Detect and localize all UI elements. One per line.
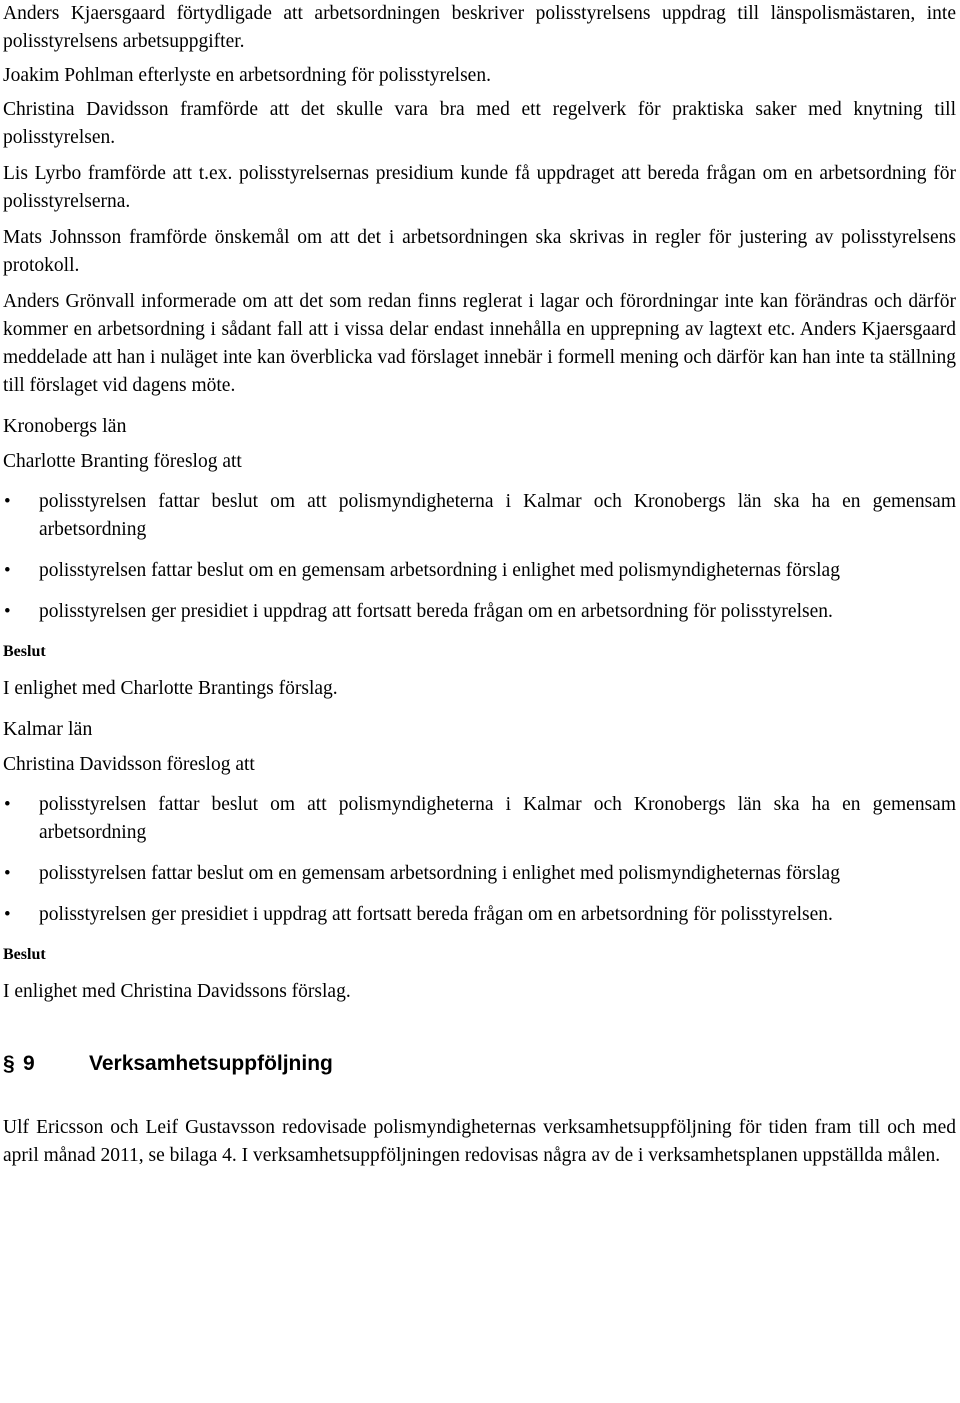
list-item — [3, 557, 956, 585]
section-number: 9 — [23, 1052, 35, 1075]
paragraph: Ulf Ericsson och Leif Gustavsson redovisade polismyndigheternas verksamhetsuppföljning för tiden fram till och med april månad 2011, se bilaga 4. I verksamhetsuppföljningen redovisas några av de i verksamhetsplanen uppställda målen. — [3, 1117, 956, 1166]
subsection-heading: Kalmar län — [3, 718, 93, 740]
section-heading — [3, 1050, 956, 1078]
subsection-heading: Kronobergs län — [3, 415, 127, 437]
document-page — [3, 0, 956, 1170]
bullet-icon: • — [4, 794, 11, 815]
section-9 — [3, 1050, 956, 1170]
list-item — [3, 791, 956, 847]
paragraph: Joakim Pohlman efterlyste en arbetsordning för polisstyrelsen. — [3, 65, 491, 86]
kronoberg-section — [3, 412, 956, 703]
list-item — [3, 488, 956, 544]
proposer-line: Christina Davidsson föreslog att — [3, 754, 255, 775]
paragraph: Mats Johnsson framförde önskemål om att det i arbetsordningen ska skrivas in regler för justering av polisstyrelsens protokoll. — [3, 227, 956, 276]
paragraph: Lis Lyrbo framförde att t.ex. polisstyrelsernas presidium kunde få uppdraget att bereda frågan om en arbetsordning för polisstyrelserna. — [3, 163, 956, 212]
bullet-icon: • — [4, 863, 11, 884]
proposal-list — [3, 488, 956, 626]
decision-label: Beslut — [3, 643, 46, 660]
list-item-text: polisstyrelsen fattar beslut om att polismyndigheterna i Kalmar och Kronobergs län ska ha en gemensam arbetsordning — [39, 794, 956, 843]
list-item — [3, 901, 956, 929]
bullet-icon: • — [4, 601, 11, 622]
list-item-text: polisstyrelsen ger presidiet i uppdrag att fortsatt bereda frågan om en arbetsordning för polisstyrelsen. — [39, 601, 833, 622]
kalmar-section — [3, 715, 956, 1006]
list-item — [3, 860, 956, 888]
proposer-line: Charlotte Branting föreslog att — [3, 451, 242, 472]
list-item-text: polisstyrelsen fattar beslut om att polismyndigheterna i Kalmar och Kronobergs län ska ha en gemensam arbetsordning — [39, 491, 956, 540]
decision-text: I enlighet med Christina Davidssons förslag. — [3, 981, 351, 1002]
paragraph: Anders Kjaersgaard förtydligade att arbetsordningen beskriver polisstyrelsens uppdrag till länspolismästaren, inte polisstyrelsens arbetsuppgifter. — [3, 3, 956, 52]
list-item-text: polisstyrelsen fattar beslut om en gemensam arbetsordning i enlighet med polismyndigheternas förslag — [39, 863, 840, 884]
list-item-text: polisstyrelsen ger presidiet i uppdrag att fortsatt bereda frågan om en arbetsordning för polisstyrelsen. — [39, 904, 833, 925]
bullet-icon: • — [4, 491, 11, 512]
section-title: Verksamhetsuppföljning — [89, 1052, 333, 1075]
list-item-text: polisstyrelsen fattar beslut om en gemensam arbetsordning i enlighet med polismyndigheternas förslag — [39, 560, 840, 581]
bullet-icon: • — [4, 560, 11, 581]
decision-text: I enlighet med Charlotte Brantings förslag. — [3, 678, 338, 699]
paragraph: Anders Grönvall informerade om att det som redan finns reglerat i lagar och förordningar inte kan förändras och därför kommer en arbetsordning i sådant fall att i vissa delar endast innehålla en upprepning av lagtext etc. Anders Kjaersgaard meddelade att han i nuläget inte kan överblicka vad förslaget innebär i formell mening och därför kan han inte ta ställning till förslaget vid dagens möte. — [3, 291, 956, 396]
proposal-list — [3, 791, 956, 929]
list-item — [3, 598, 956, 626]
bullet-icon: • — [4, 904, 11, 925]
section-sign: § — [3, 1052, 15, 1075]
decision-label: Beslut — [3, 946, 46, 963]
paragraph: Christina Davidsson framförde att det skulle vara bra med ett regelverk för praktiska saker med knytning till polisstyrelsen. — [3, 99, 956, 148]
